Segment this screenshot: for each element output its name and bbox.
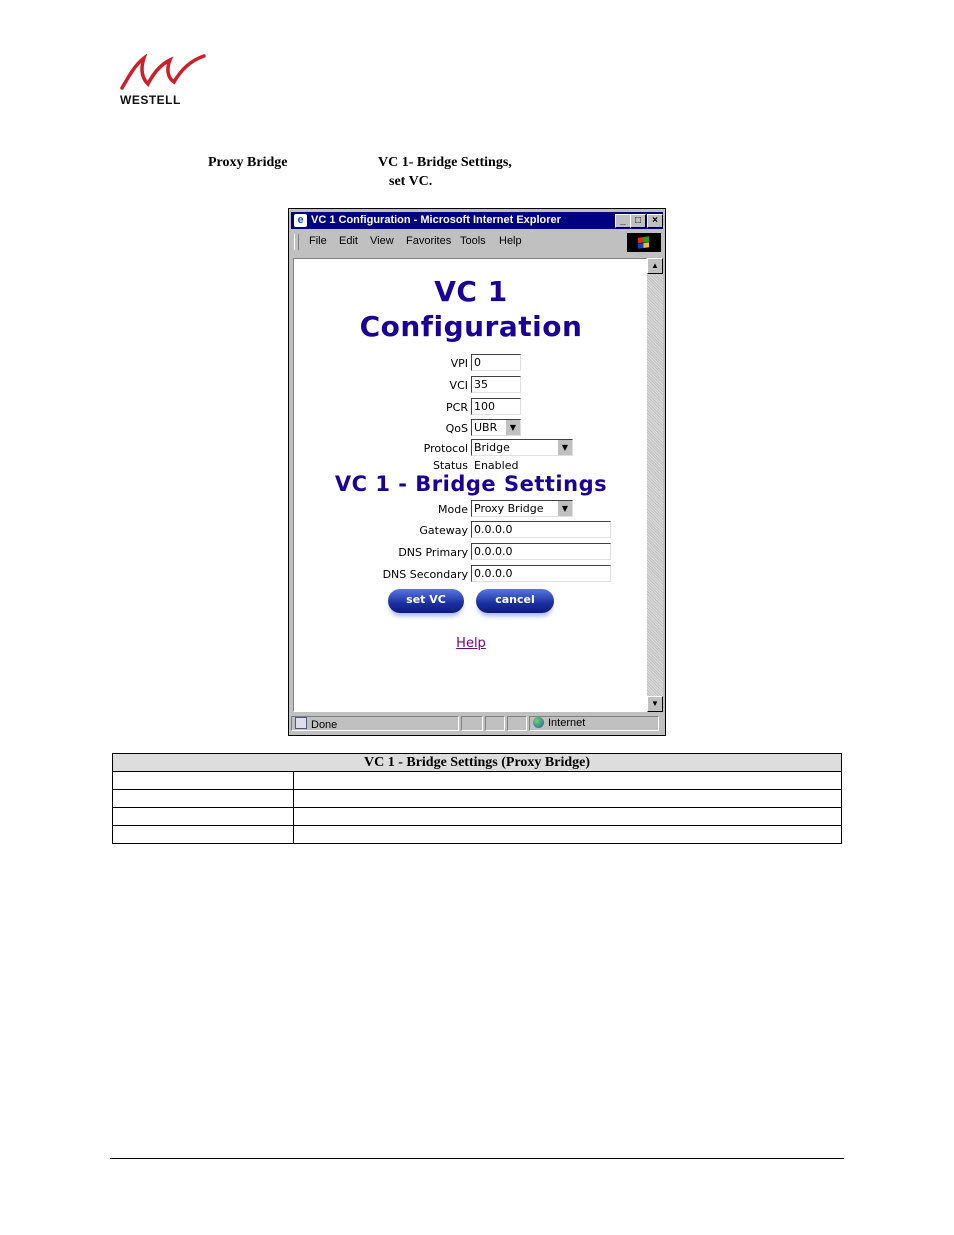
page-done-icon	[295, 717, 307, 729]
table-row	[113, 826, 842, 844]
set-vc-button[interactable]: set VC	[388, 589, 464, 613]
globe-icon	[533, 717, 544, 728]
dns-primary-label: DNS Primary	[398, 546, 468, 559]
mode-label: Mode	[438, 503, 468, 516]
dns-primary-input[interactable]: 0.0.0.0	[471, 543, 611, 560]
maximize-button[interactable]: □	[630, 214, 646, 228]
menu-file[interactable]: File	[309, 235, 327, 247]
table-row	[113, 808, 842, 826]
intro-proxy-bridge: Proxy Bridge	[208, 155, 288, 170]
protocol-value: Bridge	[474, 441, 510, 454]
westell-logo	[118, 54, 208, 108]
table-cell	[113, 772, 294, 790]
table-header: VC 1 - Bridge Settings (Proxy Bridge)	[113, 754, 842, 772]
table-header-row	[113, 754, 842, 772]
logo-wordmark: WESTELL	[120, 93, 181, 107]
status-pane-3	[485, 716, 505, 731]
page-heading-line1: VC 1	[434, 275, 508, 308]
page-heading-line2: Configuration	[359, 310, 583, 343]
table-cell	[294, 826, 842, 844]
table-cell	[113, 826, 294, 844]
gateway-input[interactable]: 0.0.0.0	[471, 521, 611, 538]
protocol-select[interactable]	[471, 439, 573, 456]
gateway-label: Gateway	[419, 524, 468, 537]
intro-button-ref: set VC.	[389, 174, 433, 189]
bridge-settings-table	[112, 753, 842, 844]
table-cell	[294, 790, 842, 808]
table-cell	[294, 772, 842, 790]
qos-value: UBR	[474, 421, 498, 434]
status-text: Done	[311, 719, 338, 731]
window-title: VC 1 Configuration - Microsoft Internet Explorer	[311, 214, 561, 226]
chevron-down-icon[interactable]: ▼	[557, 440, 572, 455]
menu-edit[interactable]: Edit	[339, 235, 358, 247]
bridge-settings-heading: VC 1 - Bridge Settings	[334, 472, 608, 496]
help-link[interactable]: Help	[456, 636, 486, 651]
dns-secondary-label: DNS Secondary	[382, 568, 468, 581]
qos-label: QoS	[445, 422, 468, 435]
table-cell	[113, 808, 294, 826]
status-value: Enabled	[474, 459, 519, 472]
table-row	[113, 790, 842, 808]
status-pane-main	[291, 716, 459, 731]
vci-label: VCI	[449, 379, 468, 392]
toolbar-grip[interactable]	[294, 234, 299, 250]
table-cell	[294, 808, 842, 826]
menu-favorites[interactable]: Favorites	[406, 235, 452, 247]
westell-logo-mark	[118, 54, 208, 94]
chevron-down-icon[interactable]: ▼	[505, 420, 520, 435]
vpi-input[interactable]: 0	[471, 354, 521, 371]
title-bar[interactable]	[291, 212, 663, 229]
cancel-button[interactable]: cancel	[476, 589, 554, 613]
dns-secondary-input[interactable]: 0.0.0.0	[471, 565, 611, 582]
status-pane-2	[461, 716, 483, 731]
status-label: Status	[432, 459, 468, 472]
status-pane-4	[507, 716, 527, 731]
pcr-input[interactable]: 100	[471, 398, 521, 415]
ie-icon: e	[294, 214, 307, 227]
protocol-label: Protocol	[423, 442, 468, 455]
mode-select[interactable]	[471, 500, 573, 517]
status-pane-zone	[529, 716, 659, 731]
menu-tools[interactable]: Tools	[460, 235, 486, 247]
windows-logo-icon	[627, 233, 661, 252]
menu-bar	[291, 231, 663, 253]
close-button[interactable]: ×	[647, 214, 663, 228]
vpi-label: VPI	[450, 357, 468, 370]
scroll-up-icon[interactable]: ▲	[647, 258, 663, 274]
table-row	[113, 772, 842, 790]
mode-value: Proxy Bridge	[474, 502, 544, 515]
browser-window	[288, 208, 666, 736]
zone-text: Internet	[548, 717, 586, 729]
vci-input[interactable]: 35	[471, 376, 521, 393]
footer-rule	[110, 1158, 844, 1159]
menu-help[interactable]: Help	[499, 235, 522, 247]
page-content	[293, 258, 647, 712]
minimize-button[interactable]: _	[615, 214, 631, 228]
menu-view[interactable]: View	[370, 235, 394, 247]
table-cell	[113, 790, 294, 808]
intro-settings-ref: VC 1- Bridge Settings,	[378, 155, 512, 170]
status-bar	[291, 715, 663, 733]
pcr-label: PCR	[446, 401, 468, 414]
vertical-scrollbar[interactable]	[647, 258, 663, 712]
qos-select[interactable]	[471, 419, 521, 436]
chevron-down-icon[interactable]: ▼	[557, 501, 572, 516]
scroll-down-icon[interactable]: ▼	[647, 696, 663, 712]
